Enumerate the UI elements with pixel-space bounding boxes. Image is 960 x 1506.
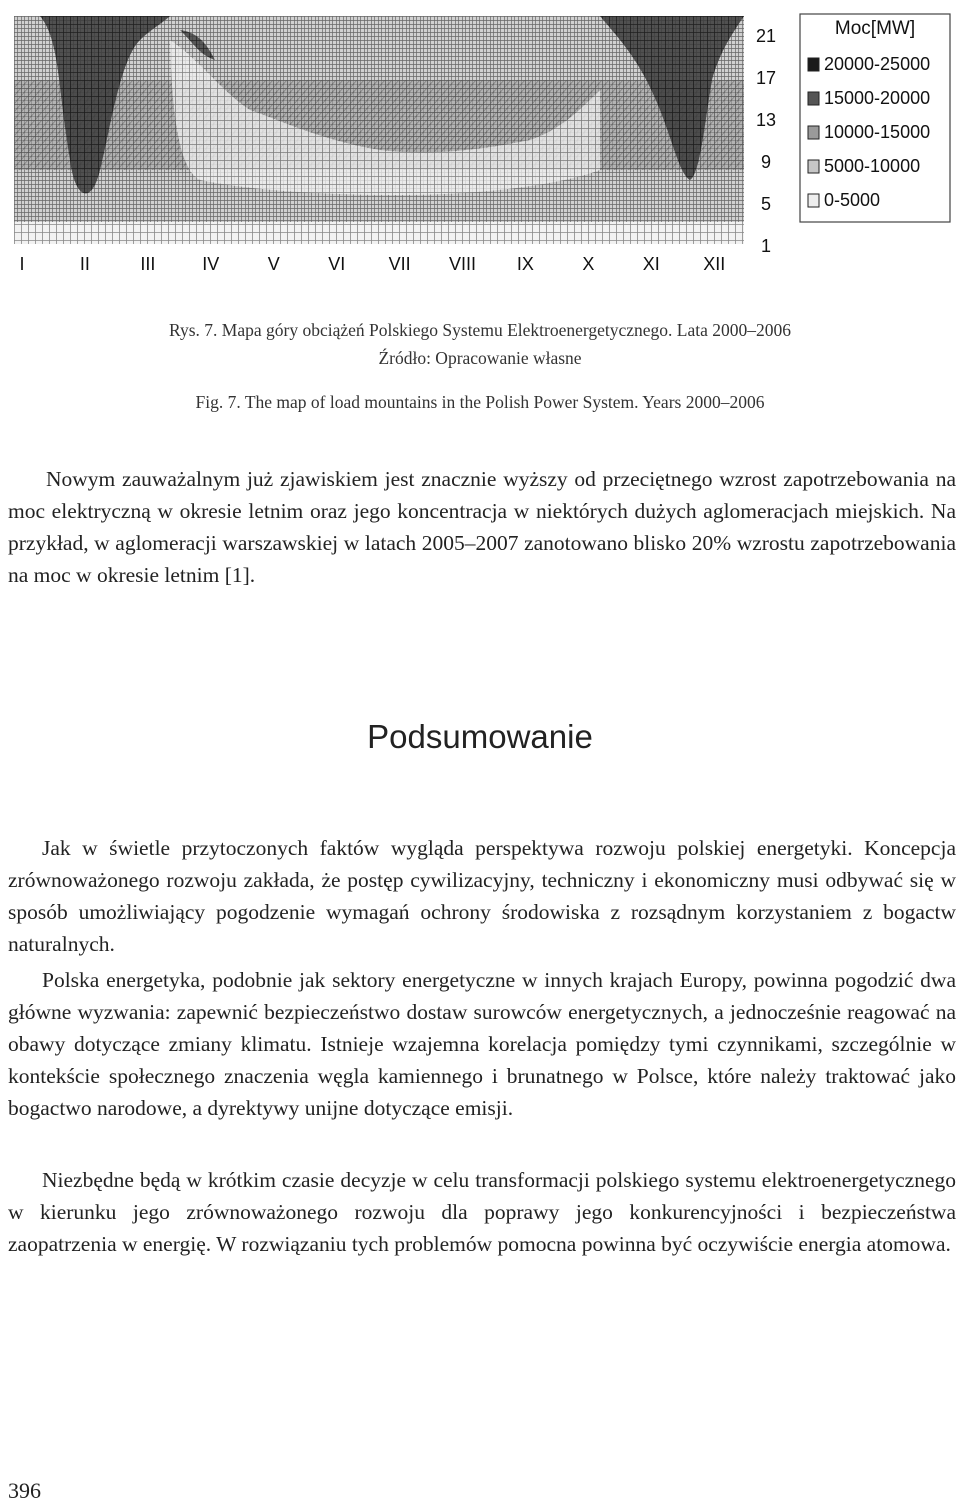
x-tick-label: X xyxy=(582,254,595,274)
x-axis-labels xyxy=(19,254,725,274)
x-tick-label: VII xyxy=(388,254,411,274)
legend-swatch xyxy=(808,58,819,71)
legend-swatch xyxy=(808,194,819,207)
y-tick-label: 5 xyxy=(760,193,772,214)
paragraph-4: Niezbędne będą w krótkim czasie decyzje w celu transformacji polskiego systemu elektroenergetycznego w kierunku jego zrównoważonego rozwoju dla poprawy jego konkurencyjności i bezpieczeństwa zaopatrzenia w energię. W rozwiązaniu tych problemów pomocna powinna być oczywiście energia atomowa. xyxy=(8,1168,956,1256)
y-tick-label: 21 xyxy=(755,26,777,46)
legend-label: 15000-20000 xyxy=(824,88,931,108)
legend-label: 5000-10000 xyxy=(824,156,921,176)
x-tick-label: IX xyxy=(516,254,534,274)
legend-title: Moc[MW] xyxy=(834,18,916,39)
x-tick-label: VIII xyxy=(448,254,477,274)
paragraph-3: Polska energetyka, podobnie jak sektory energetyczne w innych krajach Europy, powinna pogodzić dwa główne wyzwania: zapewnić bezpieczeństwo dostaw surowców energetycznych, a jednocześnie reagować na obawy dotyczące zmiany klimatu. Istnieje wzajemna korelacja pomiędzy tymi czynnikami, szczególnie w kontekście społecznego znaczenia węgla kamiennego i brunatnego w Polsce, które należy traktować jako bogactwo narodowe, a dyrektywy unijne dotyczące emisji. xyxy=(8,968,956,1120)
x-tick-label: IV xyxy=(202,254,220,274)
x-tick-label: II xyxy=(79,254,90,274)
figure-caption-pl: Rys. 7. Mapa góry obciążeń Polskiego Systemu Elektroenergetycznego. Lata 2000–2006 xyxy=(168,320,792,340)
legend-swatch xyxy=(808,126,819,139)
figure-source: Źródło: Opracowanie własne xyxy=(378,348,582,368)
y-tick-label: 9 xyxy=(760,151,772,172)
legend-label: 0-5000 xyxy=(824,190,881,210)
x-tick-label: XI xyxy=(642,254,660,274)
x-tick-label: VI xyxy=(328,254,346,274)
legend-label: 20000-25000 xyxy=(824,54,931,74)
load-map-figure xyxy=(0,0,960,290)
legend-swatch xyxy=(808,160,819,173)
paragraph-2: Jak w świetle przytoczonych faktów wygląda perspektywa rozwoju polskiej energetyki. Koncepcja zrównoważonego rozwoju zakłada, że postęp cywilizacyjny, techniczny i ekonomiczny musi odbywać się w sposób umożliwiający pogodzenie wymagań ochrony środowiska z rozsądnym korzystaniem z bogactw naturalnych. xyxy=(8,836,956,956)
paragraph-1: Nowym zauważalnym już zjawiskiem jest znacznie wyższy od przeciętnego wzrost zapotrzebowania na moc elektryczną w okresie letnim oraz jego koncentracja w niektórych dużych aglomeracjach miejskich. Na przykład, w aglomeracji warszawskiej w latach 2005–2007 zanotowano blisko 20% wzrostu zapotrzebowania na moc w okresie letnim [1]. xyxy=(8,467,956,587)
y-tick-label: 13 xyxy=(755,109,777,130)
legend-label: 10000-15000 xyxy=(824,122,931,142)
figure-caption-en: Fig. 7. The map of load mountains in the Polish Power System. Years 2000–2006 xyxy=(195,392,765,412)
x-tick-label: V xyxy=(267,254,280,274)
legend-swatch xyxy=(808,92,819,105)
x-tick-label: I xyxy=(19,254,25,274)
y-tick-label: 1 xyxy=(760,235,772,256)
x-tick-label: XII xyxy=(703,254,726,274)
heatmap-area xyxy=(14,16,744,244)
y-tick-label: 17 xyxy=(755,68,777,88)
heatmap-band-low-bottom xyxy=(14,222,744,244)
x-tick-label: III xyxy=(140,254,156,274)
section-heading: Podsumowanie xyxy=(367,718,593,755)
y-axis-labels xyxy=(756,26,776,256)
legend xyxy=(800,14,950,222)
page-number: 396 xyxy=(8,1478,41,1503)
